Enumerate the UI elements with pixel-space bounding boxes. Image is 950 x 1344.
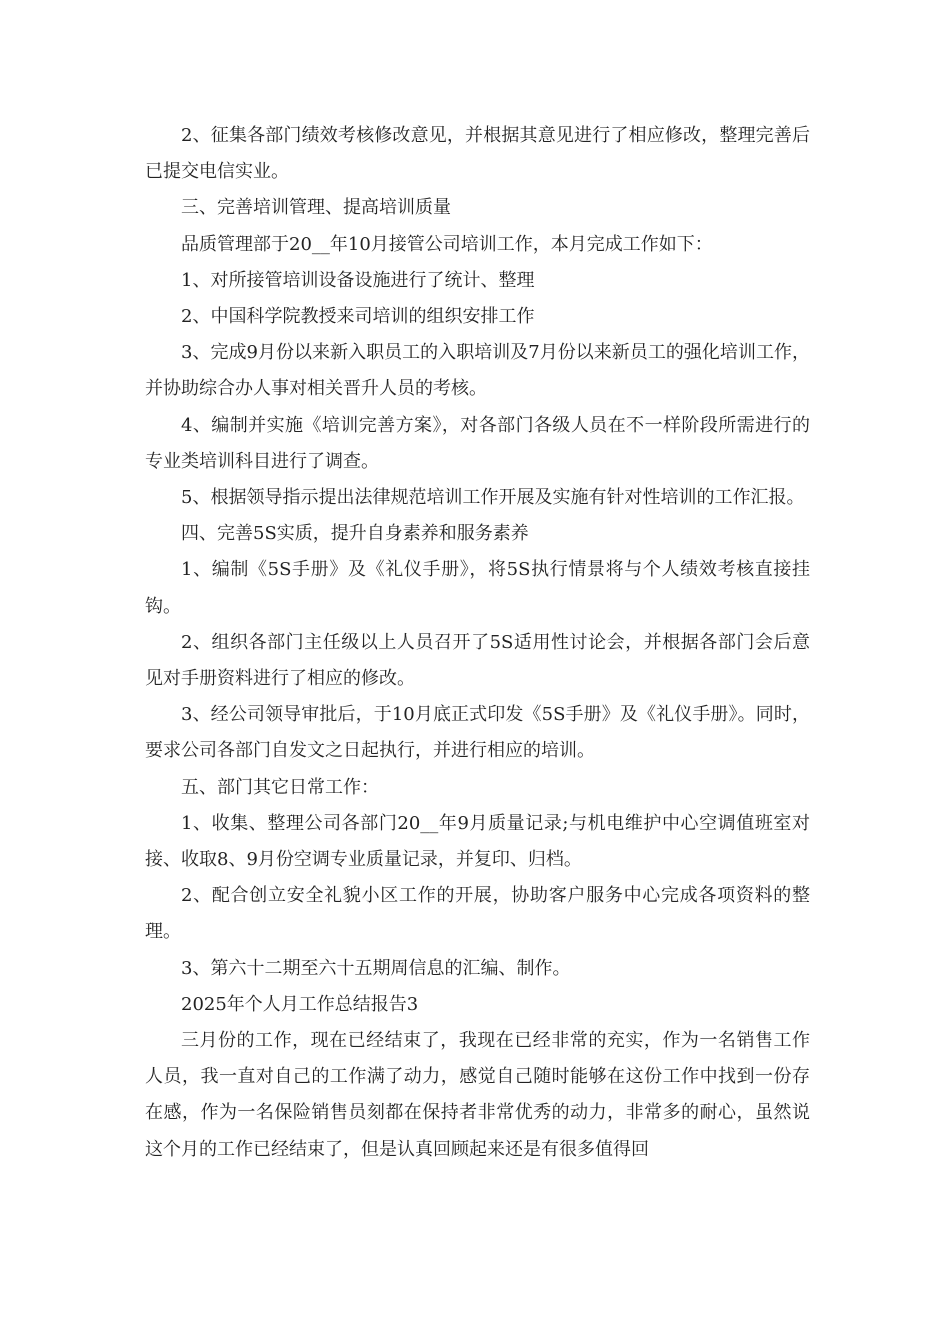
paragraph-4: 1、对所接管培训设备设施进行了统计、整理 [181, 269, 535, 291]
section-heading-4: 四、完善5S实质，提升自身素养和服务素养 [181, 523, 529, 545]
paragraph-7: 4、编制并实施《培训完善方案》，对各部门各级人员在不一样阶段所需进行的专业类培训科目进行了调查。 [145, 414, 810, 472]
paragraph-18: 三月份的工作，现在已经结束了，我现在已经非常的充实，作为一名销售工作人员，我一直对自己的工作满了动力，感觉自己随时能够在这份工作中找到一份存在感，作为一名保险销售员刻都在保持者非常优秀的动力，非常多的耐心，虽然说这个月的工作已经结束了，但是认真回顾起来还是有很多值得回 [145, 1030, 810, 1160]
paragraph-12: 3、经公司领导审批后，于10月底正式印发《5S手册》及《礼仪手册》。同时，要求公司各部门自发文之日起执行，并进行相应的培训。 [145, 704, 810, 762]
paragraph-14: 1、收集、整理公司各部门20__年9月质量记录;与机电维护中心空调值班室对接、收取8、9月份空调专业质量记录，并复印、归档。 [145, 812, 810, 871]
paragraph-16: 3、第六十二期至六十五期周信息的汇编、制作。 [181, 957, 571, 979]
report-title: 2025年个人月工作总结报告3 [181, 993, 419, 1015]
paragraph-6: 3、完成9月份以来新入职员工的入职培训及7月份以来新员工的强化培训工作，并协助综合办人事对相关晋升人员的考核。 [145, 342, 810, 400]
paragraph-10: 1、编制《5S手册》及《礼仪手册》，将5S执行情景将与个人绩效考核直接挂钩。 [145, 559, 810, 617]
section-heading-3: 三、完善培训管理、提高培训质量 [181, 197, 451, 219]
paragraph-1: 2、征集各部门绩效考核修改意见，并根据其意见进行了相应修改，整理完善后已提交电信实业。 [145, 125, 810, 183]
paragraph-8: 5、根据领导指示提出法律规范培训工作开展及实施有针对性培训的工作汇报。 [181, 487, 805, 509]
paragraph-11: 2、组织各部门主任级以上人员召开了5S适用性讨论会，并根据各部门会后意见对手册资料进行了相应的修改。 [145, 631, 810, 690]
paragraph-15: 2、配合创立安全礼貌小区工作的开展，协助客户服务中心完成各项资料的整理。 [145, 885, 810, 943]
paragraph-5: 2、中国科学院教授来司培训的组织安排工作 [181, 306, 535, 328]
section-heading-5: 五、部门其它日常工作： [181, 776, 379, 798]
document-body [145, 118, 810, 1168]
paragraph-3: 品质管理部于20__年10月接管公司培训工作，本月完成工作如下： [181, 233, 713, 255]
